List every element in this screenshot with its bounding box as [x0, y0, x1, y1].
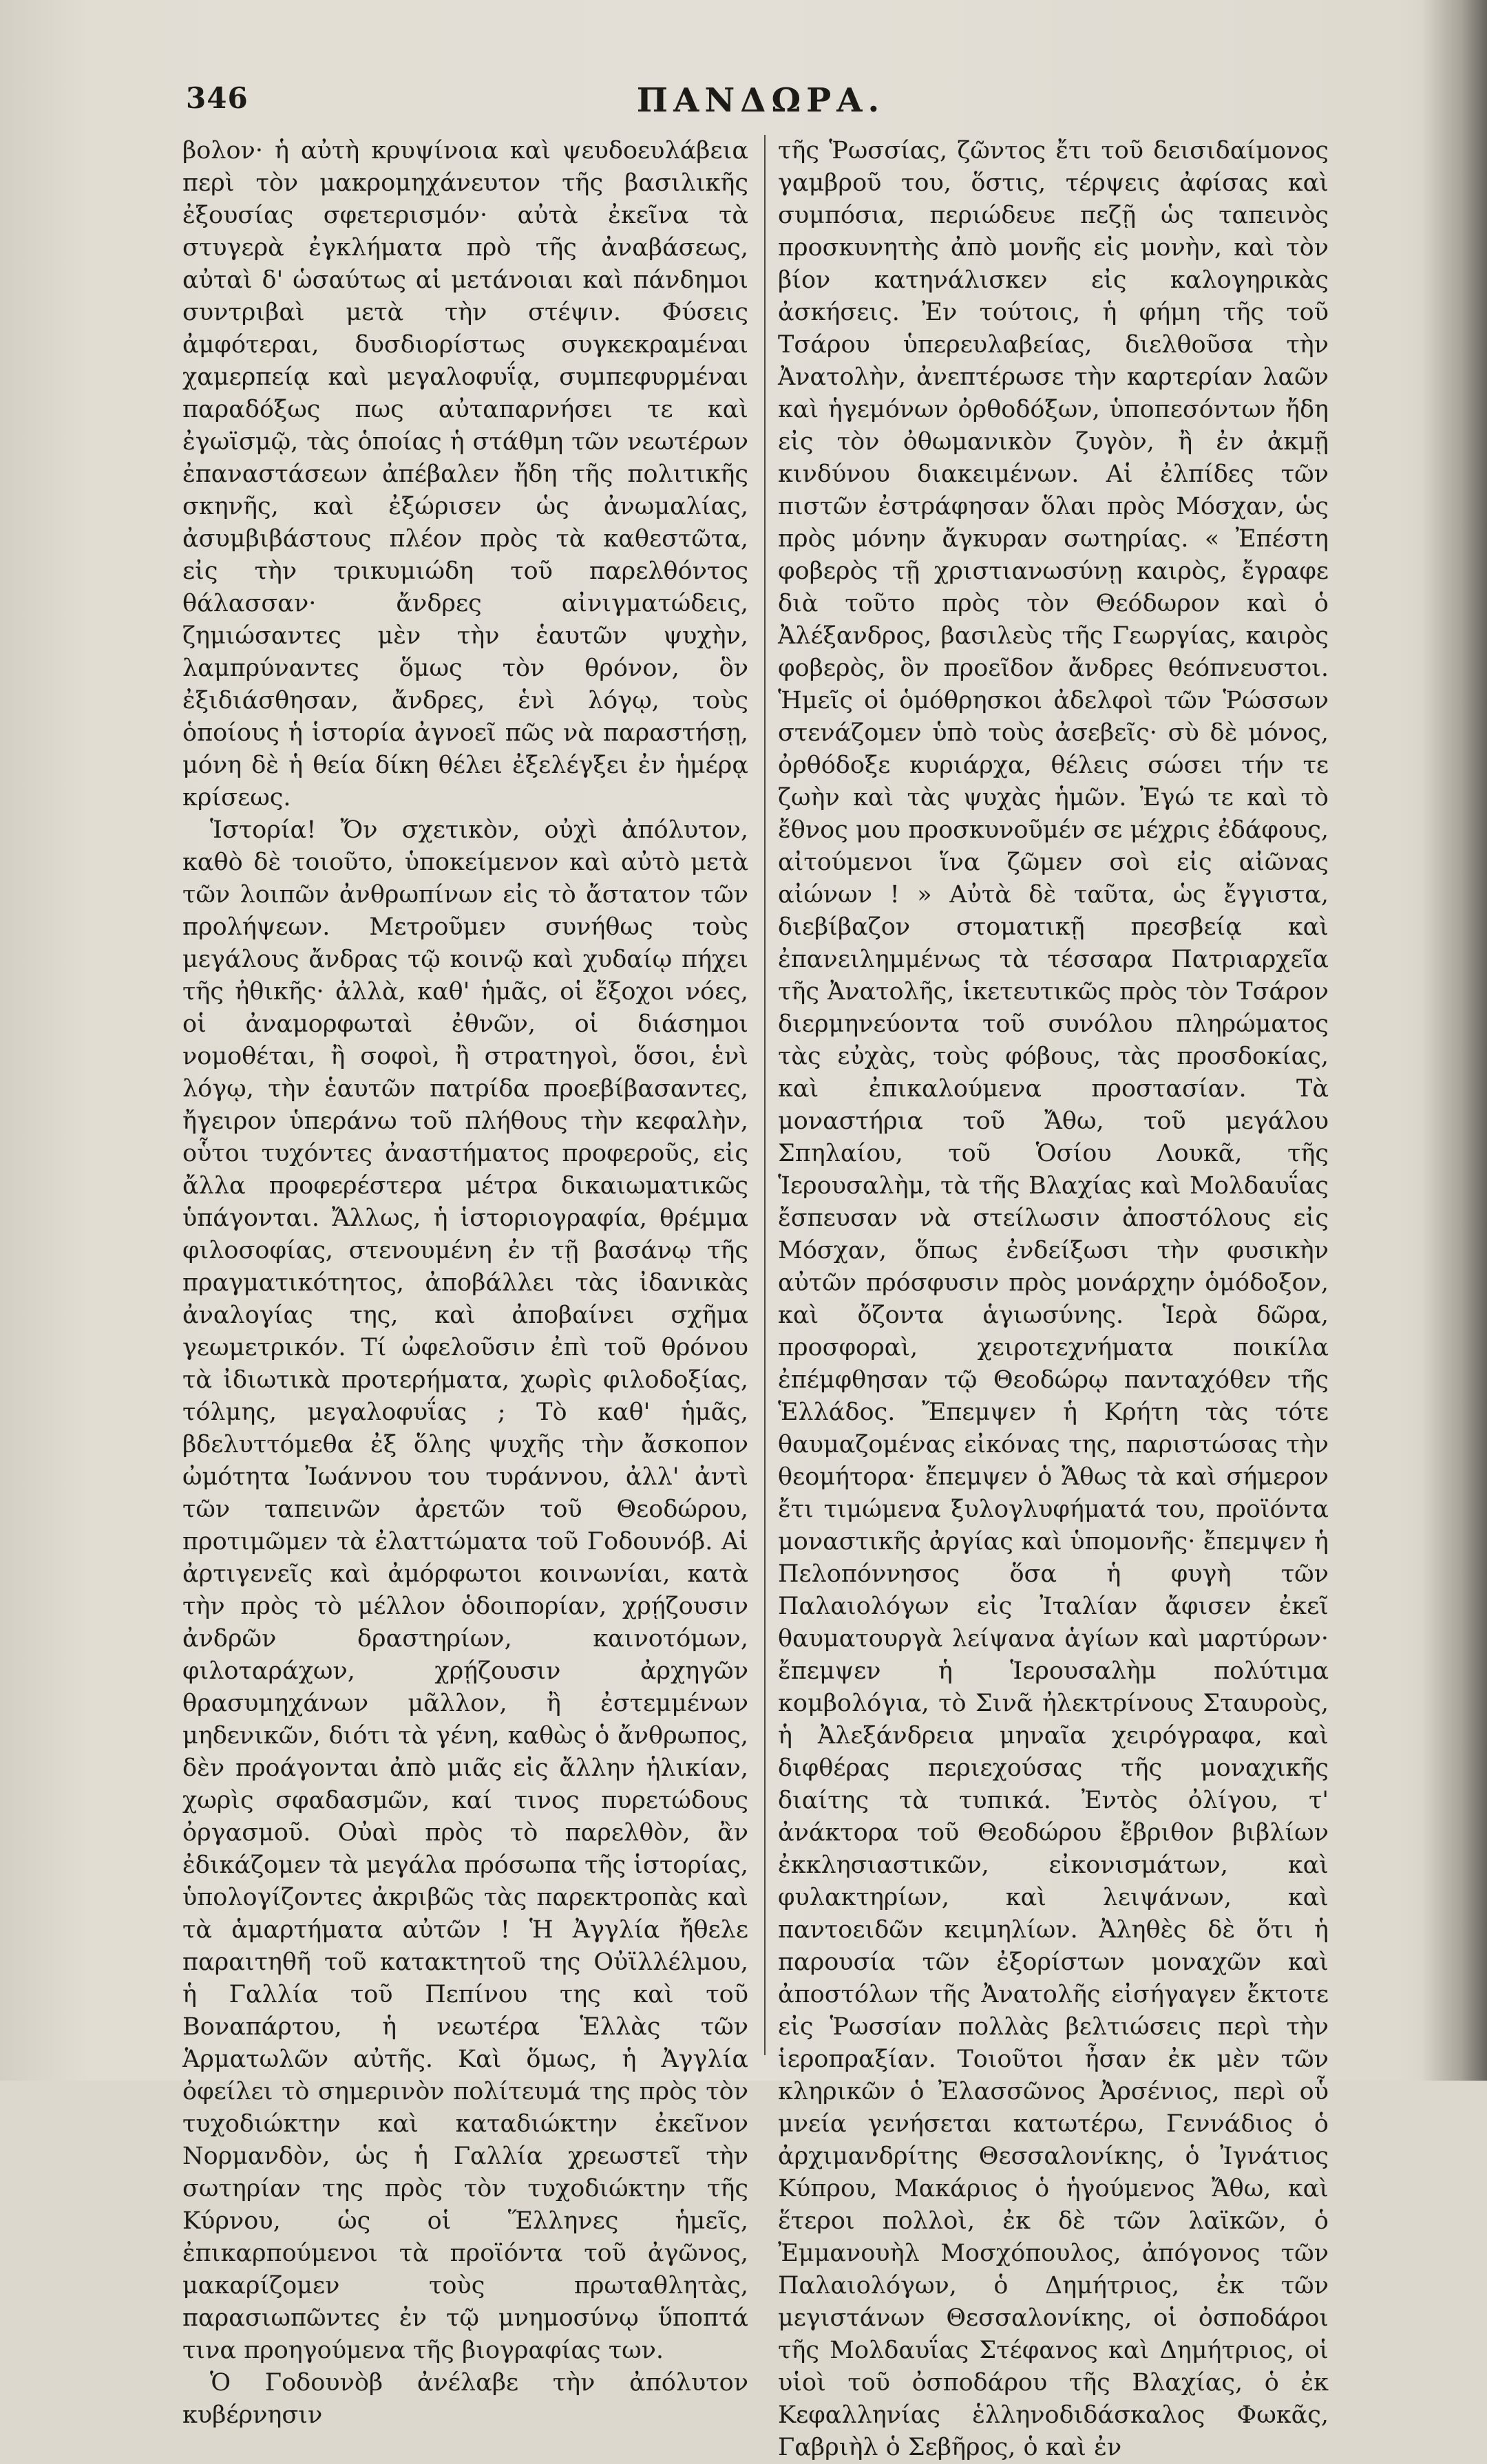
page-number: 346 [186, 81, 249, 115]
paragraph: τῆς Ῥωσσίας, ζῶντος ἔτι τοῦ δεισιδαίμονος γαμβροῦ του, ὅστις, τέρψεις ἀφίσας καὶ συμπόσια, περιώδευε πεζῇ ὡς ταπεινὸς προσκυνητὴς ἀπὸ μονῆς εἰς μονὴν, καὶ τὸν βίον κατηνάλισκεν εἰς καλογηρικὰς ἀσκήσεις. Ἐν τούτοις, ἡ φήμη τῆς τοῦ Τσάρου ὑπερευλαβείας, διελθοῦσα τὴν Ἀνατολὴν, ἀνεπτέρωσε τὴν καρτερίαν λαῶν καὶ ἡγεμόνων ὀρθοδόξων, ὑποπεσόντων ἤδη εἰς τὸν ὀθωμανικὸν ζυγὸν, ἢ ἐν ἀκμῇ κινδύνου διακειμένων. Αἱ ἐλπίδες τῶν πιστῶν ἐστράφησαν ὅλαι πρὸς Μόσχαν, ὡς πρὸς μόνην ἄγκυραν σωτηρίας. « Ἐπέστη φοβερὸς τῇ χριστιανωσύνῃ καιρὸς, ἔγραφε διὰ τοῦτο πρὸς τὸν Θεόδωρον καὶ ὁ Ἀλέξανδρος, βασιλεὺς τῆς Γεωργίας, καιρὸς φοβερὸς, ὃν προεῖδον ἄνδρες θεόπνευστοι. Ἡμεῖς οἱ ὁμόθρησκοι ἀδελφοὶ τῶν Ῥώσσων στενάζομεν ὑπὸ τοὺς ἀσεβεῖς· σὺ δὲ μόνος, ὀρθόδοξε κυριάρχα, θέλεις σώσει τήν τε ζωὴν καὶ τὰς ψυχὰς ἡμῶν. Ἐγώ τε καὶ τὸ ἔθνος μου προσκυνοῦμέν σε μέχρις ἐδάφους, αἰτούμενοι ἵνα ζῶμεν σοὶ εἰς αἰῶνας αἰώνων ! » Αὐτὰ δὲ ταῦτα, ὡς ἔγγιστα, διεβίβαζον στοματικῇ πρεσβείᾳ καὶ ἐπανειλημμένως τὰ τέσσαρα Πατριαρχεῖα τῆς Ἀνατολῆς, ἱκετευτικῶς πρὸς τὸν Τσάρον διερμηνεύοντα τοῦ συνόλου πληρώματος τὰς εὐχὰς, τοὺς φόβους, τὰς προσδοκίας, καὶ ἐπικαλούμενα προστασίαν. Τὰ μοναστήρια τοῦ Ἄθω, τοῦ μεγάλου Σπηλαίου, τοῦ Ὁσίου Λουκᾶ, τῆς Ἱερουσαλὴμ, τὰ τῆς Βλαχίας καὶ Μολδαυΐας ἔσπευσαν νὰ στείλωσιν ἀποστόλους εἰς Μόσχαν, ὅπως ἐνδείξωσι τὴν φυσικὴν αὐτῶν πρόσφυσιν πρὸς μονάρχην ὁμόδοξον, καὶ ὄζοντα ἁγιωσύνης. Ἱερὰ δῶρα, προσφοραὶ, χειροτεχνήματα ποικίλα ἐπέμφθησαν τῷ Θεοδώρῳ πανταχόθεν τῆς Ἑλλάδος. Ἔπεμψεν ἡ Κρήτη τὰς τότε θαυμαζομένας εἰκόνας της, παριστώσας τὴν θεομήτορα· ἔπεμψεν ὁ Ἄθως τὰ καὶ σήμερον ἔτι τιμώμενα ξυλογλυφήματά του, προϊόντα μοναστικῆς ἀργίας καὶ ὑπομονῆς· ἔπεμψεν ἡ Πελοπόννησος ὅσα ἡ φυγὴ τῶν Παλαιολόγων εἰς Ἰταλίαν ἄφισεν ἐκεῖ θαυματουργὰ λείψανα ἁγίων καὶ μαρτύρων· ἔπεμψεν ἡ Ἱερουσαλὴμ πολύτιμα κομβολόγια, τὸ Σινᾶ ἠλεκτρίνους Σταυροὺς, ἡ Ἀλεξάνδρεια μηναῖα χειρόγραφα, καὶ διφθέρας περιεχούσας τῆς μοναχικῆς διαίτης τὰ τυπικά. Ἐντὸς ὀλίγου, τ' ἀνάκτορα τοῦ Θεοδώρου ἔβριθον βιβλίων ἐκκλησιαστικῶν, εἰκονισμάτων, καὶ φυλακτηρίων, καὶ λειψάνων, καὶ παντοειδῶν κειμηλίων. Ἀληθὲς δὲ ὅτι ἡ παρουσία τῶν ἐξορίστων μοναχῶν καὶ ἀποστόλων τῆς Ἀνατολῆς εἰσήγαγεν ἔκτοτε εἰς Ῥωσσίαν πολλὰς βελτιώσεις περὶ τὴν ἱεροπραξίαν. Τοιοῦτοι ἦσαν ἐκ μὲν τῶν κληρικῶν ὁ Ἐλασσῶνος Ἀρσένιος, περὶ οὗ μνεία γενήσεται κατωτέρω, Γεννάδιος ὁ ἀρχιμανδρίτης Θεσσαλονίκης, ὁ Ἰγνάτιος Κύπρου, Μακάριος ὁ ἡγούμενος Ἄθω, καὶ ἕτεροι πολλοὶ, ἐκ δὲ τῶν λαϊκῶν, ὁ Ἐμμανουὴλ Μοσχόπουλος, ἀπόγονος τῶν Παλαιολόγων, ὁ Δημήτριος, ἐκ τῶν μεγιστάνων Θεσσαλονίκης, οἱ ὀσποδάροι τῆς Μολδαυΐας Στέφανος καὶ Δημήτριος, οἱ υἱοὶ τοῦ ὀσποδάρου τῆς Βλαχίας, ὁ ἐκ Κεφαλληνίας ἑλληνοδιδάσκαλος Φωκᾶς, Γαβριὴλ ὁ Σεβῆρος, ὁ καὶ ἐν [778, 137, 1329, 2461]
paragraph: βολον· ἡ αὐτὴ κρυψίνοια καὶ ψευδοευλάβεια περὶ τὸν μακρομηχάνευτον τῆς βασιλικῆς ἐξουσίας σφετερισμόν· αὐτὰ ἐκεῖνα τὰ στυγερὰ ἐγκλήματα πρὸ τῆς ἀναβάσεως, αὐταὶ δ' ὡσαύτως αἱ μετάνοιαι καὶ πάνδημοι συντριβαὶ μετὰ τὴν στέψιν. Φύσεις ἀμφότεραι, δυσδιορίστως συγκεκραμέναι χαμερπείᾳ καὶ μεγαλοφυΐᾳ, συμπεφυρμέναι παραδόξως πως αὐταπαρνήσει τε καὶ ἐγωϊσμῷ, τὰς ὁποίας ἡ στάθμη τῶν νεωτέρων ἐπαναστάσεων ἀπέβαλεν ἤδη τῆς πολιτικῆς σκηνῆς, καὶ ἐξώρισεν ὡς ἀνωμαλίας, ἀσυμβιβάστους πλέον πρὸς τὰ καθεστῶτα, εἰς τὴν τρικυμιώδη τοῦ παρελθόντος θάλασσαν· ἄνδρες αἰνιγματώδεις, ζημιώσαντες μὲν τὴν ἑαυτῶν ψυχὴν, λαμπρύναντες ὅμως τὸν θρόνον, ὃν ἐξιδιάσθησαν, ἄνδρες, ἑνὶ λόγῳ, τοὺς ὁποίους ἡ ἱστορία ἀγνοεῖ πῶς νὰ παραστήσῃ, μόνη δὲ ἡ θεία δίκη θέλει ἐξελέγξει ἐν ἡμέρᾳ κρίσεως. [182, 137, 748, 811]
page-gutter-shadow [1422, 0, 1487, 2081]
paragraph: Ἱστορία! Ὄν σχετικὸν, οὐχὶ ἀπόλυτον, καθὸ δὲ τοιοῦτο, ὑποκείμενον καὶ αὐτὸ μετὰ τῶν λοιπῶν ἀνθρωπίνων εἰς τὸ ἄστατον τῶν προλήψεων. Μετροῦμεν συνήθως τοὺς μεγάλους ἄνδρας τῷ κοινῷ καὶ χυδαίῳ πήχει τῆς ἠθικῆς· ἀλλὰ, καθ' ἡμᾶς, οἱ ἔξοχοι νόες, οἱ ἀναμορφωταὶ ἐθνῶν, οἱ διάσημοι νομοθέται, ἢ σοφοὶ, ἢ στρατηγοὶ, ὅσοι, ἑνὶ λόγῳ, τὴν ἑαυτῶν πατρίδα προεβίβασαντες, ἤγειρον ὑπεράνω τοῦ πλήθους τὴν κεφαλὴν, οὗτοι τυχόντες ἀναστήματος προφεροῦς, εἰς ἄλλα προφερέστερα μέτρα δικαιωματικῶς ὑπάγονται. Ἄλλως, ἡ ἱστοριογραφία, θρέμμα φιλοσοφίας, στενουμένη ἐν τῇ βασάνῳ τῆς πραγματικότητος, ἀποβάλλει τὰς ἰδανικὰς ἀναλογίας της, καὶ ἀποβαίνει σχῆμα γεωμετρικόν. Τί ὠφελοῦσιν ἐπὶ τοῦ θρόνου τὰ ἰδιωτικὰ προτερήματα, χωρὶς φιλοδοξίας, τόλμης, μεγαλοφυΐας ; Τὸ καθ' ἡμᾶς, βδελυττόμεθα ἐξ ὅλης ψυχῆς τὴν ἄσκοπον ὠμότητα Ἰωάννου του τυράννου, ἀλλ' ἀντὶ τῶν ταπεινῶν ἀρετῶν τοῦ Θεοδώρου, προτιμῶμεν τὰ ἐλαττώματα τοῦ Γοδουνόβ. Αἱ ἀρτιγενεῖς καὶ ἀμόρφωτοι κοινωνίαι, κατὰ τὴν πρὸς τὸ μέλλον ὁδοιπορίαν, χρῄζουσιν ἀνδρῶν δραστηρίων, καινοτόμων, φιλοταράχων, χρῄζουσιν ἀρχηγῶν θρασυμηχάνων μᾶλλον, ἢ ἐστεμμένων μηδενικῶν, διότι τὰ γένη, καθὼς ὁ ἄνθρωπος, δὲν προάγονται ἀπὸ μιᾶς εἰς ἄλλην ἡλικίαν, χωρὶς σφαδασμῶν, καί τινος πυρετώδους ὀργασμοῦ. Οὐαὶ πρὸς τὸ παρελθὸν, ἂν ἐδικάζομεν τὰ μεγάλα πρόσωπα τῆς ἱστορίας, ὑπολογίζοντες ἀκριβῶς τὰς παρεκτροπὰς καὶ τὰ ἁμαρτήματα αὐτῶν ! Ἡ Ἀγγλία ἤθελε παραιτηθῆ τοῦ κατακτητοῦ της Οὐϊλλέλμου, ἡ Γαλλία τοῦ Πεπίνου της καὶ τοῦ Βοναπάρτου, ἡ νεωτέρα Ἑλλὰς τῶν Ἁρματωλῶν αὐτῆς. Καὶ ὅμως, ἡ Ἀγγλία ὀφείλει τὸ σημερινὸν πολίτευμά της πρὸς τὸν τυχοδιώκτην καὶ καταδιώκτην ἐκεῖνον Νορμανδὸν, ὡς ἡ Γαλλία χρεωστεῖ τὴν σωτηρίαν της πρὸς τὸν τυχοδιώκτην τῆς Κύρνου, ὡς οἱ Ἕλληνες ἡμεῖς, ἐπικαρπούμενοι τὰ προϊόντα τοῦ ἀγῶνος, μακαρίζομεν τοὺς πρωταθλητὰς, παρασιωπῶντες ἐν τῷ μνημοσύνῳ ὕποπτά τινα προηγούμενα τῆς βιογραφίας των. [182, 816, 748, 2364]
paragraph: Ὁ Γοδουνὸβ ἀνέλαβε τὴν ἀπόλυτον κυβέρνησιν [182, 2369, 748, 2429]
page-header [186, 81, 1336, 129]
column-divider [764, 135, 766, 2055]
right-column [778, 135, 1329, 2464]
running-title: ΠΑΝΔΩΡΑ. [636, 81, 885, 120]
left-column [182, 135, 748, 2432]
